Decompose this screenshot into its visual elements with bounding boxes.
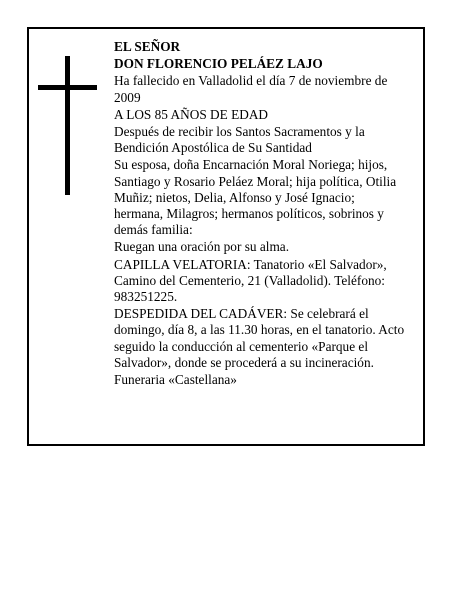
obituary-text: [114, 39, 406, 389]
deceased-title: EL SEÑOR: [114, 39, 181, 54]
farewell-info: DESPEDIDA DEL CADÁVER: Se celebrará el domingo, día 8, a las 11.30 horas, en el tanatorio. Acto seguido la conducción al cementerio «Parque el Salvador», donde se procederá a su incineración.: [114, 306, 405, 370]
funeral-home: Funeraria «Castellana»: [114, 372, 237, 388]
deceased-name: DON FLORENCIO PELÁEZ LAJO: [114, 56, 323, 72]
family-list: Su esposa, doña Encarnación Moral Noriega; hijos, Santiago y Rosario Peláez Moral; hija política, Otilia Muñiz; nietos, Delia, Alfonso y José Ignacio; hermana, Milagros; hermanos políticos, sobrinos y demás familia:: [114, 157, 397, 238]
age-line: A LOS 85 AÑOS DE EDAD: [114, 106, 269, 122]
sacraments-line: Después de recibir los Santos Sacramentos y la Bendición Apostólica de Su Santidad: [114, 124, 365, 156]
prayer-request: Ruegan una oración por su alma.: [114, 239, 290, 255]
chapel-info: CAPILLA VELATORIA: Tanatorio «El Salvador», Camino del Cementerio, 21 (Valladolid). Teléfono: 983251225.: [114, 256, 387, 305]
death-info: Ha fallecido en Valladolid el día 7 de noviembre de 2009: [114, 73, 388, 105]
